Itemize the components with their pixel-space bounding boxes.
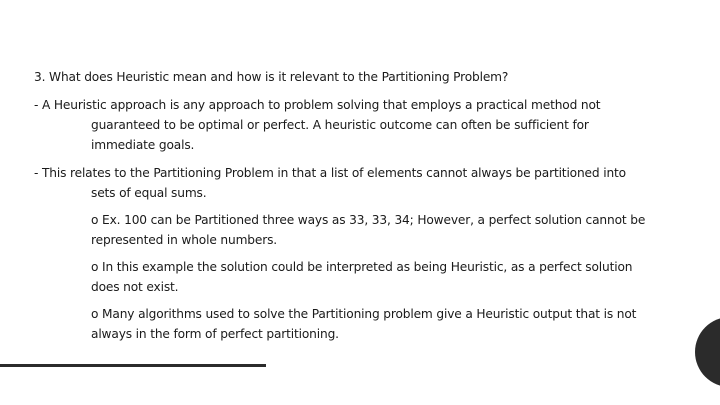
subpoint-interpretation-line-2: does not exist. [91,280,179,294]
question-heading: 3. What does Heuristic mean and how is it relevant to the Partitioning Problem? [34,70,509,84]
point-heuristic-line-1: - A Heuristic approach is any approach to problem solving that employs a practical method not [34,98,601,112]
point-heuristic-line-2: guaranteed to be optimal or perfect. A heuristic outcome can often be sufficient for [91,118,589,132]
point-relation-line-2: sets of equal sums. [91,186,207,200]
subpoint-example-line-2: represented in whole numbers. [91,233,278,247]
subpoint-algorithms-line-1: o Many algorithms used to solve the Partitioning problem give a Heuristic output that is not [91,307,637,321]
point-heuristic-line-3: immediate goals. [91,138,195,152]
point-relation-line-1: - This relates to the Partitioning Problem in that a list of elements cannot always be partitioned into [34,166,626,180]
subpoint-interpretation-line-1: o In this example the solution could be interpreted as being Heuristic, as a perfect solution [91,260,633,274]
corner-circle-decoration [695,317,720,387]
subpoint-example-line-1: o Ex. 100 can be Partitioned three ways as 33, 33, 34; However, a perfect solution cannot be [91,213,646,227]
footer-divider-line [0,364,266,367]
subpoint-algorithms-line-2: always in the form of perfect partitioning. [91,327,339,341]
